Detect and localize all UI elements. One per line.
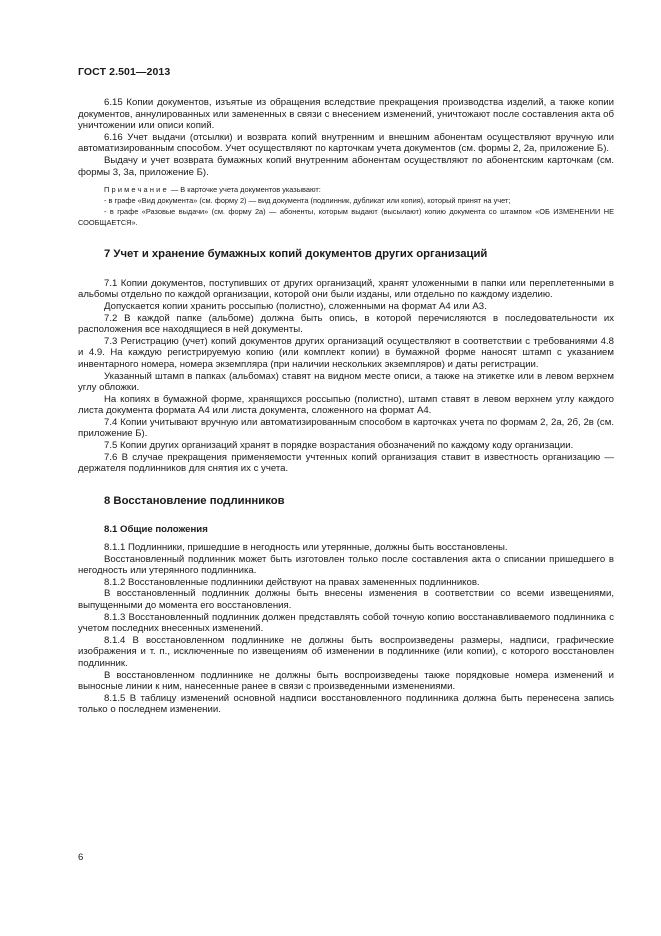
- paragraph: Восстановленный подлинник может быть изготовлен только после составления акта о списании пришедшего в негодность или утерянного подлинника.: [78, 553, 614, 577]
- paragraph: 7.5 Копии других организаций хранят в порядке возрастания обозначений по каждому коду организации.: [104, 440, 574, 452]
- paragraph: 7.3 Регистрацию (учет) копий документов других организаций осуществляют в соответствии с требованиями 4.8 и 4.9. На каждую регистрируемую копию (или комплект копии) в бумажной форме наносят штамп с указанием инвентарного номера, номера экземпляра (при наличии нескольких экземпляров) и даты регистрации.: [78, 335, 614, 370]
- note-intro-text: — В карточке учета документов указывают:: [168, 185, 321, 195]
- paragraph: На копиях в бумажной форме, хранящихся россыпью (полистно), штамп ставят в левом верхнем углу каждого листа документа формата А4 или листа документа, сложенного на формат А4.: [78, 393, 614, 417]
- paragraph-6-16: 6.16 Учет выдачи (отсылки) и возврата копий внутренним и внешним абонентам осуществляют вручную или автоматизированным способом. Учет осуществляют по карточкам учета документов (см. формы 2, 2а, приложение Б).: [78, 131, 614, 155]
- paragraph: 7.4 Копии учитывают вручную или автоматизированным способом в карточках учета по формам 2, 2а, 2б, 2в (см. приложение Б).: [78, 416, 614, 440]
- paragraph: В восстановленном подлиннике не должны быть воспроизведены также порядковые номера изменений и выносные линии к ним, нанесенные ранее в связи с произведенными изменениями.: [78, 669, 614, 693]
- page-content: [78, 97, 614, 716]
- paragraph: Указанный штамп в папках (альбомах) ставят на видном месте описи, а также на этикетке или в левом верхнем углу обложки.: [78, 370, 614, 394]
- paragraph-6-16-continued: Выдачу и учет возврата бумажных копий внутренним абонентам осуществляют по абонентским карточкам (см. формы 3, 3а, приложение Б).: [78, 154, 614, 178]
- note-label: Примечание: [104, 185, 169, 195]
- paragraph: В восстановленный подлинник должны быть внесены изменения в соответствии со всеми извещениями, выпущенными до момента его восстановления.: [78, 588, 614, 611]
- paragraph: 7.6 В случае прекращения применяемости учтенных копий организация ставит в известность организацию — держателя подлинников для снятия их с учета.: [78, 451, 614, 475]
- section-8-heading: 8 Восстановление подлинников: [104, 494, 285, 507]
- document-code-header: ГОСТ 2.501—2013: [78, 66, 171, 78]
- note-item-single-issues: - в графе «Разовые выдачи» (см. форму 2а) — абоненты, которым выдают (высылают) копию документа со штампом «ОБ ИЗМЕНЕНИИ НЕ СООБЩАЕТСЯ».: [78, 207, 614, 228]
- paragraph-6-15: 6.15 Копии документов, изъятые из обращения вследствие прекращения производства изделий, а также копии документов, аннулированных или замененных в связи с внесением изменений, уничтожают после составления акта об уничтожении или описи копий.: [78, 97, 614, 132]
- note-item-document-type: - в графе «Вид документа» (см. форму 2) — вид документа (подлинник, дубликат или копия), который принят на учет;: [104, 196, 511, 206]
- section-7-heading: 7 Учет и хранение бумажных копий документов других организаций: [104, 248, 488, 261]
- paragraph: 8.1.5 В таблицу изменений основной надписи восстановленного подлинника должна быть перенесена запись только о последнем изменении.: [78, 692, 614, 716]
- note-intro: [78, 184, 614, 195]
- paragraph: 8.1.2 Восстановленные подлинники действуют на правах замененных подлинников.: [104, 576, 480, 588]
- paragraph: 8.1.3 Восстановленный подлинник должен представлять собой точную копию восстанавливаемого подлинника с учетом последних внесенных изменений.: [78, 611, 614, 635]
- paragraph: 8.1.1 Подлинники, пришедшие в негодность или утерянные, должны быть восстановлены.: [104, 542, 508, 554]
- page-number: 6: [78, 852, 84, 863]
- paragraph: 7.2 В каждой папке (альбоме) должна быть опись, в которой перечисляются в последовательности их расположения все находящиеся в ней документы.: [78, 312, 614, 336]
- subsection-8-1-heading: 8.1 Общие положения: [104, 524, 208, 536]
- paragraph: Допускается копии хранить россыпью (полистно), сложенными на формат А4 или А3.: [104, 300, 487, 312]
- paragraph: 7.1 Копии документов, поступивших от других организаций, хранят уложенными в папки или переплетенными в альбомы отдельно по каждой организации, которой они были изданы, или отдельно по каждому изделию.: [78, 277, 614, 301]
- paragraph: 8.1.4 В восстановленном подлиннике не должны быть воспроизведены размеры, надписи, графические изображения и т. п., исключенные по извещениям об изменении в подлиннике (или копии), с которого восстановлен подлинник.: [78, 634, 614, 669]
